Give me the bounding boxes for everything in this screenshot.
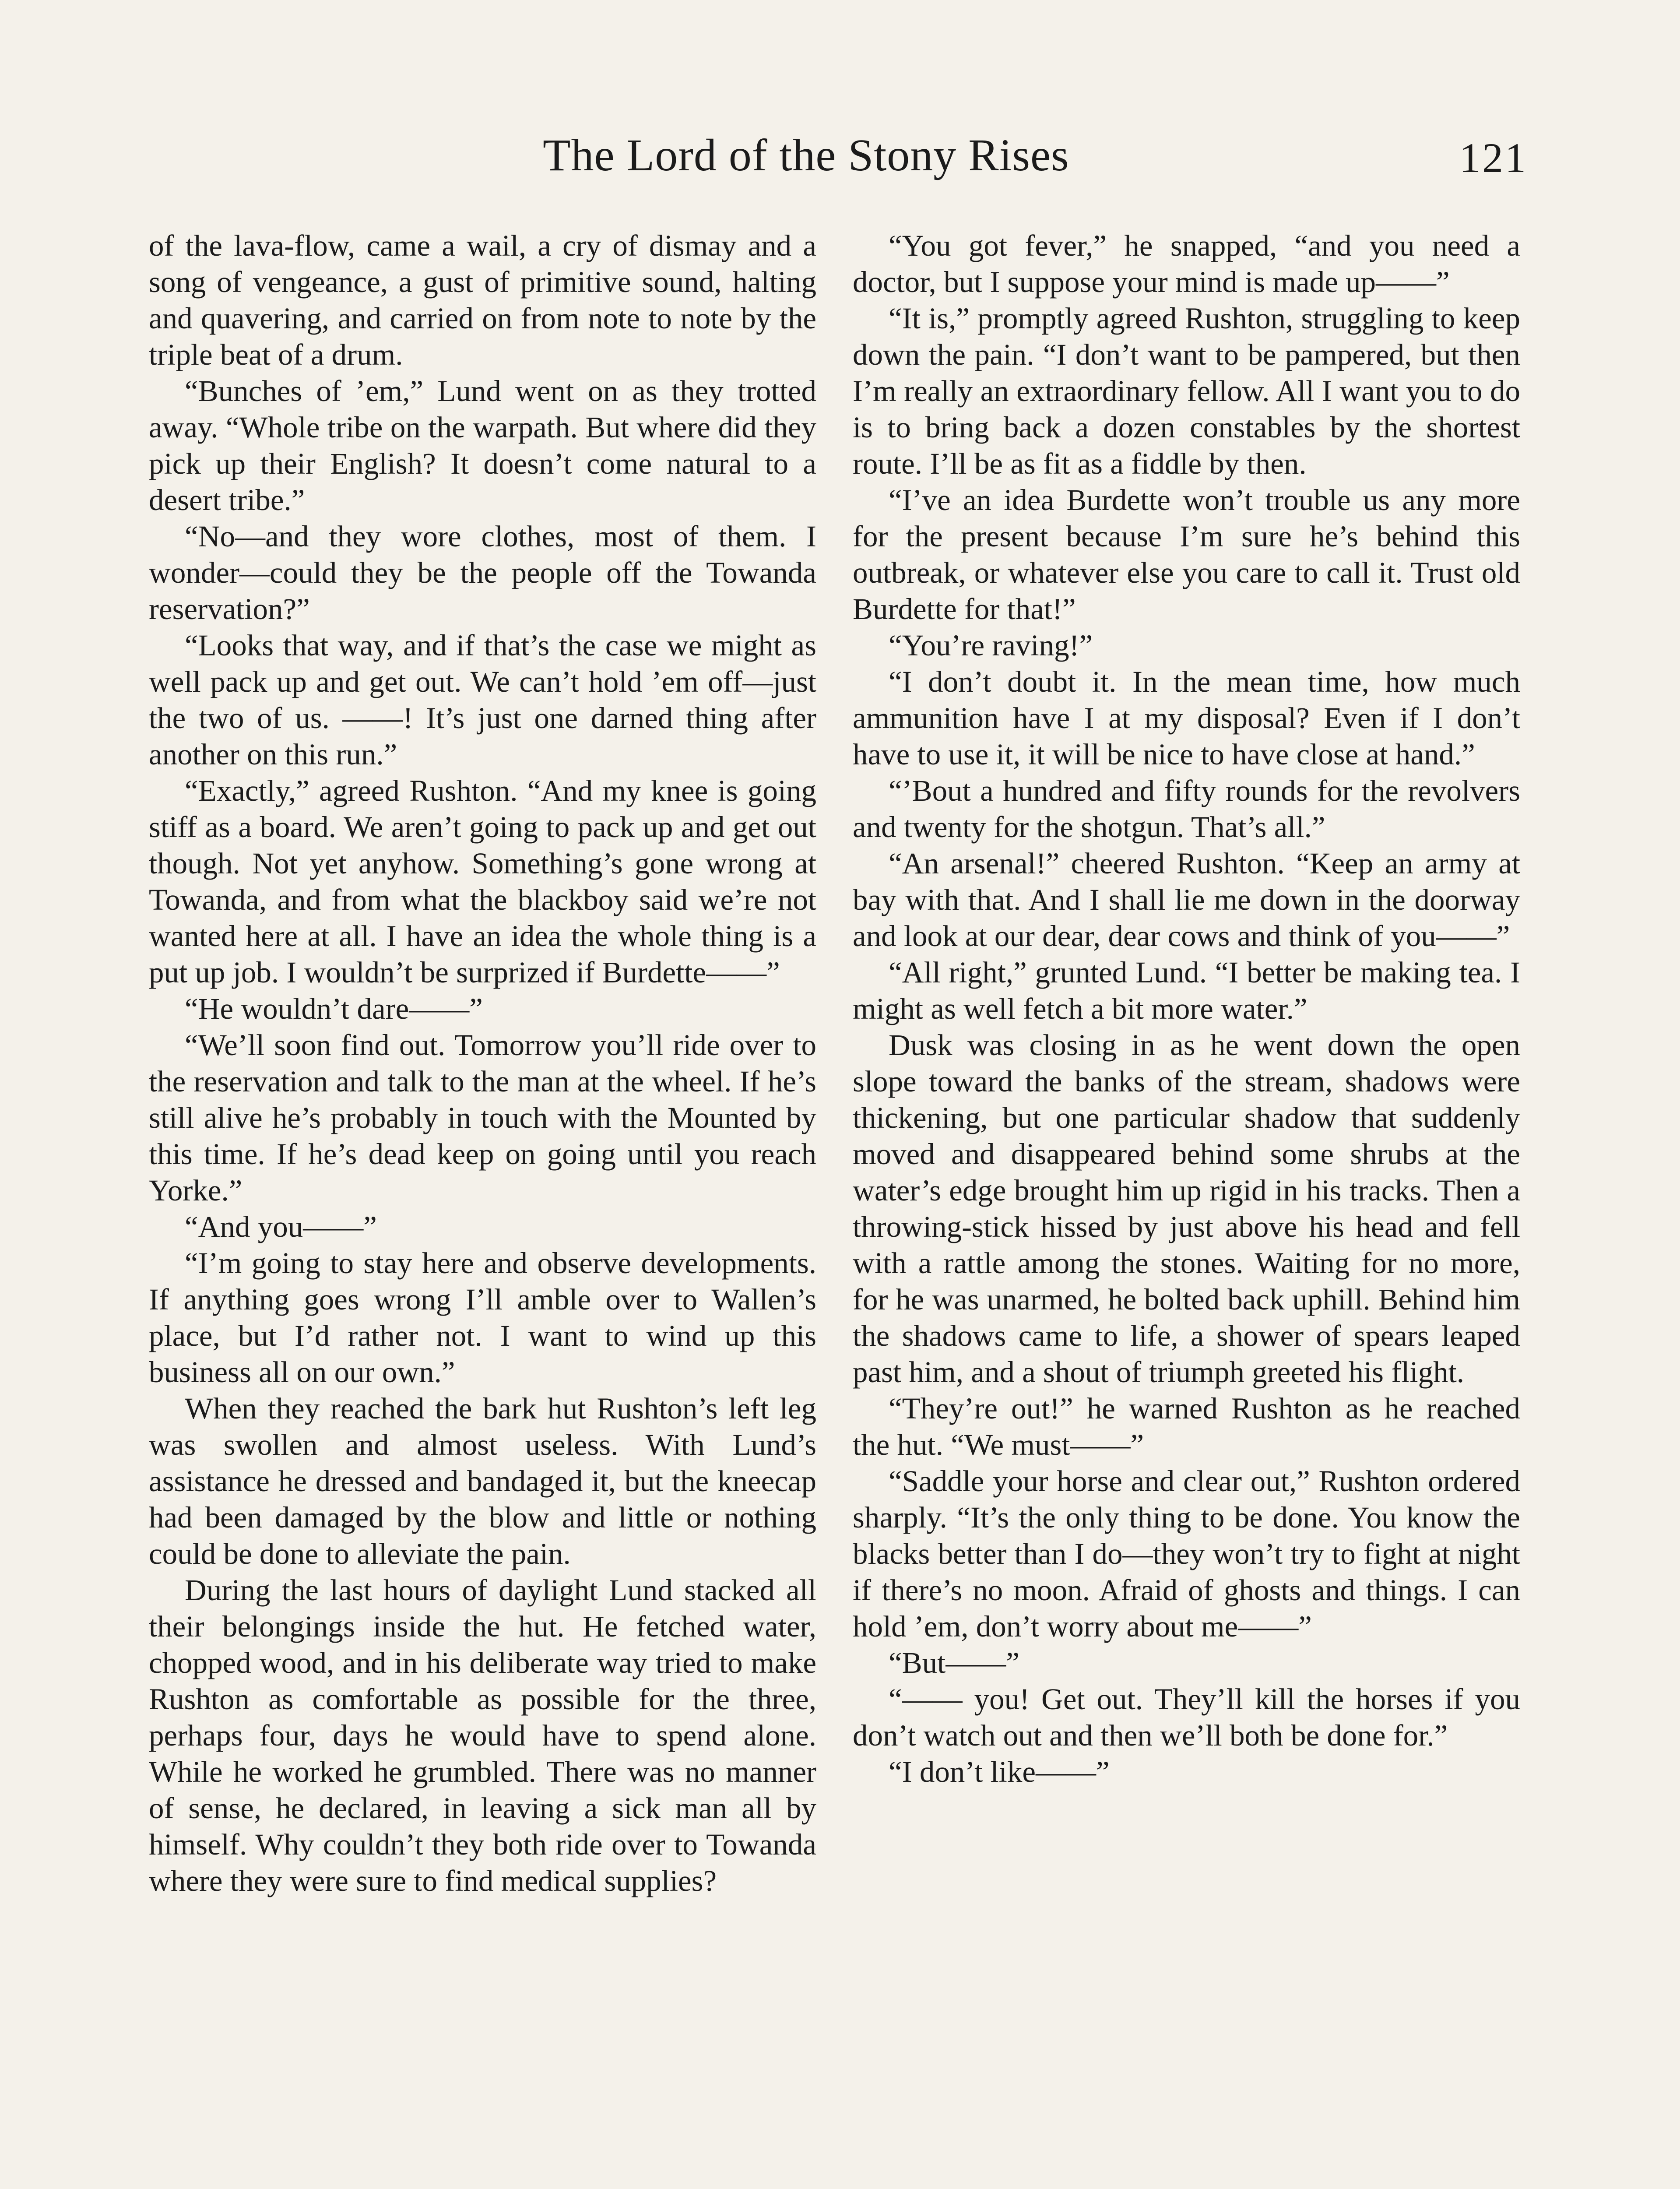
paragraph: “I don’t like——”	[889, 1755, 1110, 1788]
paragraph: “You got fever,” he snapped, “and you need a doctor, but I suppose your mind is made up——”	[853, 229, 1520, 299]
paragraph: “But——”	[889, 1646, 1019, 1679]
paragraph: “Exactly,” agreed Rushton. “And my knee is going stiff as a board. We aren’t going to pack up and get out though. Not yet anyhow. Something’s gone wrong at Towanda, and from what the blackboy said we’re not wanted here at all. I have an idea the whole thing is a put up job. I wouldn’t be surprized if Burdette——”	[149, 774, 816, 989]
paragraph: “It is,” promptly agreed Rushton, struggling to keep down the pain. “I don’t want to be pampered, but then I’m really an extraordinary fellow. All I want you to do is to bring back a dozen constables by the shortest route. I’ll be as fit as a fiddle by then.	[853, 302, 1520, 480]
paragraph: “I’ve an idea Burdette won’t trouble us any more for the present because I’m sure he’s behind this outbreak, or whatever else you care to call it. Trust old Burdette for that!”	[853, 483, 1520, 626]
paragraph: of the lava-flow, came a wail, a cry of dismay and a song of vengeance, a gust of primitive sound, halting and quavering, and carried on from note to note by the triple beat of a drum.	[149, 229, 816, 371]
running-title: The Lord of the Stony Rises	[543, 130, 1069, 180]
paragraph: “You’re raving!”	[889, 629, 1093, 662]
paragraph: “No—and they wore clothes, most of them. I wonder—could they be the people off the Towanda reservation?”	[149, 520, 816, 626]
paragraph: During the last hours of daylight Lund stacked all their belongings inside the hut. He fetched water, chopped wood, and in his deliberate way tried to make Rushton as comfortable as possible for the three, perhaps four, days he would have to spend alone. While he worked he grumbled. There was no manner of sense, he declared, in leaving a sick man all by himself. Why couldn’t they both ride over to Towanda where they were sure to find medical supplies?	[149, 1573, 816, 1897]
page-number: 121	[1459, 134, 1528, 181]
paragraph: “We’ll soon find out. Tomorrow you’ll ride over to the reservation and talk to the man at the wheel. If he’s still alive he’s probably in touch with the Mounted by this time. If he’s dead keep on going until you reach Yorke.”	[149, 1028, 816, 1207]
paragraph: “’Bout a hundred and fifty rounds for the revolvers and twenty for the shotgun. That’s all.”	[853, 774, 1520, 844]
right-column	[853, 228, 1520, 1790]
paragraph: When they reached the bark hut Rushton’s left leg was swollen and almost useless. With Lund’s assistance he dressed and bandaged it, but the kneecap had been damaged by the blow and little or nothing could be done to alleviate the pain.	[149, 1392, 816, 1570]
paragraph: “I don’t doubt it. In the mean time, how much ammunition have I at my disposal? Even if I don’t have to use it, it will be nice to have close at hand.”	[853, 665, 1520, 771]
paragraph: Dusk was closing in as he went down the open slope toward the banks of the stream, shadows were thickening, but one particular shadow that suddenly moved and disappeared behind some shrubs at the water’s edge brought him up rigid in his tracks. Then a throwing-stick hissed by just above his head and fell with a rattle among the stones. Waiting for no more, for he was unarmed, he bolted back uphill. Behind him the shadows came to life, a shower of spears leaped past him, and a shout of triumph greeted his flight.	[853, 1028, 1520, 1389]
paragraph: “I’m going to stay here and observe developments. If anything goes wrong I’ll amble over to Wallen’s place, but I’d rather not. I want to wind up this business all on our own.”	[149, 1246, 816, 1389]
paragraph: “Saddle your horse and clear out,” Rushton ordered sharply. “It’s the only thing to be done. You know the blacks better than I do—they won’t try to fight at night if there’s no moon. Afraid of ghosts and things. I can hold ’em, don’t worry about me——”	[853, 1464, 1520, 1643]
paragraph: “Looks that way, and if that’s the case we might as well pack up and get out. We can’t hold ’em off—just the two of us. ——! It’s just one darned thing after another on this run.”	[149, 629, 816, 771]
paragraph: “He wouldn’t dare——”	[185, 992, 483, 1025]
paragraph: “All right,” grunted Lund. “I better be making tea. I might as well fetch a bit more water.”	[853, 956, 1520, 1025]
page-header	[149, 129, 1528, 190]
paragraph: “Bunches of ’em,” Lund went on as they trotted away. “Whole tribe on the warpath. But where did they pick up their English? It doesn’t come natural to a desert tribe.”	[149, 374, 816, 517]
paragraph: “—— you! Get out. They’ll kill the horses if you don’t watch out and then we’ll both be done for.”	[853, 1682, 1520, 1752]
paragraph: “They’re out!” he warned Rushton as he reached the hut. “We must——”	[853, 1392, 1520, 1461]
paragraph: “And you——”	[185, 1210, 377, 1243]
left-column	[149, 228, 816, 1899]
paragraph: “An arsenal!” cheered Rushton. “Keep an army at bay with that. And I shall lie me down in the doorway and look at our dear, dear cows and think of you——”	[853, 847, 1520, 953]
